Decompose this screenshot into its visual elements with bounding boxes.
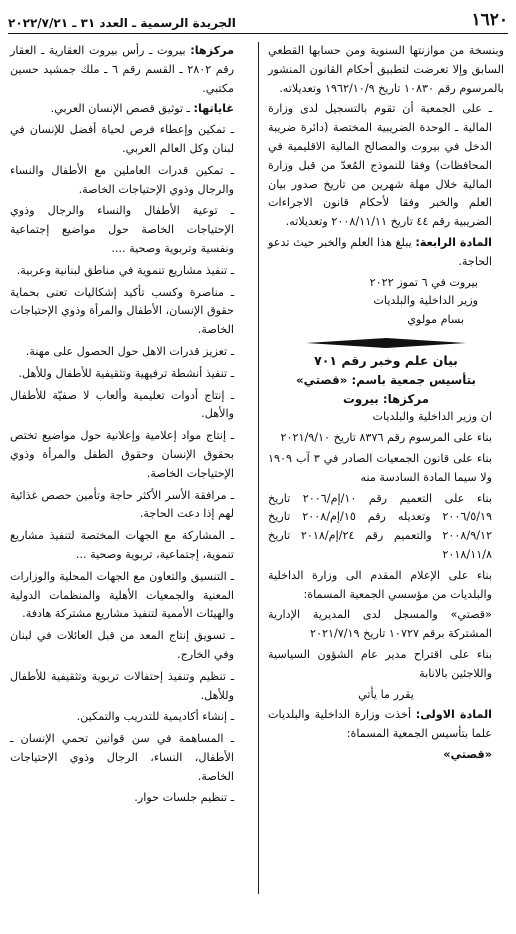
goal-item: ـ تسويق إنتاج المعد من قبل العائلات في لبنان وفي الخارج. <box>10 629 234 661</box>
decision-title: بيان علم وخبر رقم ٧٠١ <box>314 352 458 368</box>
paragraph: ان وزير الداخلية والبلديات <box>372 410 492 424</box>
hq-paragraph <box>10 42 246 98</box>
left-column <box>10 42 246 811</box>
goals-text: ـ توثيق قصص الإنسان العربي. <box>50 102 190 116</box>
goal-item: ـ تمكين وإعطاء فرص لحياة أفضل للإنسان في لبنان وكل العالم العربي. <box>10 123 234 155</box>
goal-item: ـ المشاركة مع الجهات المختصة لتنفيذ مشاريع تنموية، إجتماعية، تربوية وصحية ... <box>10 529 234 561</box>
gazette-title: الجريدة الرسمية ـ العدد ٣١ ـ ٢٠٢٢/٧/٢١ <box>8 16 236 30</box>
decision-hq: مركزها: بيروت <box>342 391 430 406</box>
column-divider <box>258 42 259 894</box>
article-four <box>268 234 504 272</box>
goal-item: ـ إنتاج مواد إعلامية وإعلانية حول مواضيع تختص بحقوق الإنسان وحقوق الطفل والمرأة وذوي الإحتياجات الخاصة. <box>10 429 234 480</box>
right-column <box>268 42 504 767</box>
goal-item: ـ تنفيذ أنشطة ترفيهية وتثقيفية للأطفال وللأهل. <box>18 366 234 380</box>
paragraph: بناء على المرسوم رقم ٨٣٧٦ تاريخ ٢٠٢١/٩/١٠ <box>280 431 492 445</box>
paragraph: «قصتي» والمسجل لدى المديرية الإدارية المشتركة برقم ١٠٧٢٧ تاريخ ٢٠٢١/٧/١٩ <box>268 608 492 641</box>
goal-item: ـ التنسيق والتعاون مع الجهات المحلية والوزارات المعنية والجمعيات الأهلية والمنظمات الدولية والهيئات الأممية لتنفيذ مشاريع مشتركة هادفة. <box>10 569 234 621</box>
page-number: ١٦٢٠ <box>471 10 508 30</box>
goal-item: ـ توعية الأطفال والنساء والرجال وذوي الإحتياجات الخاصة حول مواضيع إجتماعية ونفسية وتربوية وصحية .... <box>10 204 234 255</box>
goal-item: ـ مناصرة وكسب تأكيد إشكاليات تعنى بحماية حقوق الإنسان، الأطفال والمرأة وذوي الإحتياجات الخاصة. <box>10 285 234 337</box>
section-separator <box>268 336 504 350</box>
article-one <box>268 706 504 744</box>
page-header <box>8 8 508 34</box>
signature-name: بسام مولوي <box>407 313 464 327</box>
paragraph: بناء على التعميم رقم ١٠/إم/٢٠٠٦ تاريخ ٢٠٠٦/٥/١٩ وتعديله رقم ١٥/إم/٢٠٠٨ تاريخ ٢٠٠٨/٩/١٢ والتعميم رقم ٢٤/إم/٢٠١٨ تاريخ ٢٠١٨/١١/٨ <box>268 491 492 561</box>
goals-label: غاياتها: <box>193 102 234 116</box>
goal-item: ـ تنظيم وتنفيذ إحتفالات تربوية وتثقيفية للأطفال وللأهل. <box>10 669 234 702</box>
decides-heading: يقرر ما يأتي <box>358 687 414 701</box>
article-label: المادة الاولى: <box>415 708 492 722</box>
goal-item: ـ إنشاء أكاديمية للتدريب والتمكين. <box>76 710 234 724</box>
separator-ornament <box>306 338 466 348</box>
goal-item: ـ تعزيز قدرات الاهل حول الحصول على مهنة. <box>25 344 234 358</box>
hq-text: بيروت ـ رأس بيروت العقارية ـ العقار رقم ٢٨٠٢ ـ القسم رقم ٦ ـ ملك جمشيد حسين مكتبي. <box>10 44 234 95</box>
signature-date: بيروت في ٦ تموز ٢٠٢٢ <box>369 275 478 289</box>
paragraph: بناء على الإعلام المقدم الى وزارة الداخلية والبلديات من مؤسسي الجمعية المسماة: <box>268 568 492 601</box>
goal-item: ـ المساهمة في سن قوانين تحمي الإنسان ـ الأطفال، النساء، الرجال وذوي الإحتياجات الخاصة. <box>10 732 234 783</box>
paragraph: بناء على اقتراح مدير عام الشؤون السياسية واللاجئين بالانابة <box>268 647 492 680</box>
article-label: المادة الرابعة: <box>415 235 492 249</box>
goal-item: ـ تنفيذ مشاريع تنموية في مناطق لبنانية وعربية. <box>16 263 234 277</box>
goal-item: ـ مرافقة الأسر الأكثر حاجة وتأمين حصص غذائية لهم إذا دعت الحاجة. <box>10 488 234 521</box>
association-name: «قصتي» <box>443 747 492 761</box>
signature-title: وزير الداخلية والبلديات <box>373 294 478 308</box>
goal-item: ـ إنتاج أدوات تعليمية وألعاب لا صفيّة للأطفال والأهل. <box>10 388 234 421</box>
hq-label: مركزها: <box>190 44 235 57</box>
article-text: أخذت وزارة الداخلية والبلديات علما بتأسيس الجمعية المسماة: <box>268 708 492 741</box>
goals-paragraph <box>10 100 246 119</box>
decision-subtitle: بتأسيس جمعية باسم: «قصتي» <box>296 372 476 387</box>
paragraph: بناء على قانون الجمعيات الصادر في ٣ آب ١٩٠٩ ولا سيما المادة السادسة منه <box>268 451 492 484</box>
article-text: يبلغ هذا العلم والخبر حيث تدعو الحاجة. <box>268 235 492 268</box>
goal-item: ـ تنظيم جلسات حوار. <box>134 791 234 805</box>
paragraph: ـ على الجمعية أن تقوم بالتسجيل لدى وزارة المالية ـ الوحدة الضريبية المختصة (دائرة ضريبة الدخل في بيروت والمصالح المالية الاقليمية في المحافظات) وفقا للنموذج المُعدّ من قبل وزارة المالية خلال مهلة شهرين من تاريخ صدور بيان العلم والخبر وفقا لأحكام قانون الاجراءات الضريبية رقم ٤٤ تاريخ ٢٠٠٨/١١/١١ وتعديلاته. <box>268 102 492 229</box>
paragraph: وبنسخة من موازنتها السنوية ومن حسابها القطعي السابق وإلا تعرضت لتطبيق أحكام القانون المنشور بالمرسوم رقم ١٠٨٣٠ تاريخ ١٩٦٢/١٠/٩ وتعديلاته. <box>268 44 504 95</box>
goal-item: ـ تمكين قدرات العاملين مع الأطفال والنساء والرجال وذوي الإحتياجات الخاصة. <box>10 163 234 196</box>
